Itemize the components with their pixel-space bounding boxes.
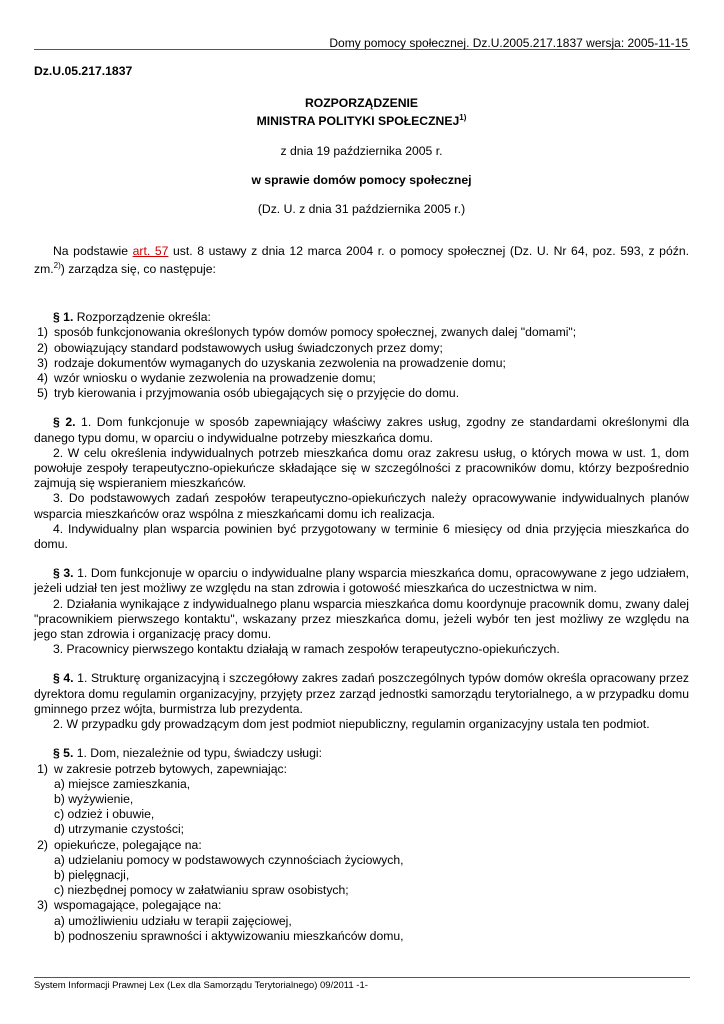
page-footer: System Informacji Prawnej Lex (Lex dla Samorządu Terytorialnego) 09/2011 -1- [34,980,368,991]
sub-item: c) odzież i obuwie, [54,807,155,822]
section-3-par-3: 3. Pracownicy pierwszego kontaktu działają w ramach zespołów terapeutyczno-opiekuńczych. [53,642,560,657]
act-subject: w sprawie domów pomocy społecznej [251,172,472,187]
list-item: 5) tryb kierowania i przyjmowania osób ubiegających się o przyjęcie do domu. [37,386,460,401]
act-date: z dnia 19 października 2005 r. [280,143,443,158]
legal-basis-link[interactable]: art. 57 [132,244,169,259]
footnote-ref-2[interactable]: 2) [53,261,61,271]
title-line-2 [34,114,689,129]
list-item: 1) sposób funkcjonowania określonych typów domów pomocy społecznej, zwanych dalej "domami"; [37,325,577,340]
list-item: 3) wspomagające, polegające na: [37,898,222,913]
section-2-par-3: 3. Do podstawowych zadań zespołów terapeutyczno-opiekuńczych należy opracowywanie indywidualnych planów wsparcia mieszkańców oraz wspólna z mieszkańcami domu ich realizacja. [34,491,689,521]
section-3-mark: § 3. [53,566,74,581]
sub-item: c) niezbędnej pomocy w załatwianiu spraw osobistych; [54,883,349,898]
section-4-mark: § 4. [53,671,74,686]
preamble [34,242,689,278]
sub-item: b) pielęgnacji, [54,867,130,882]
sub-item: b) wyżywienie, [54,791,134,806]
section-2-par-1: § 2. 1. Dom funkcjonuje w sposób zapewniający właściwy zakres usług, zgodny ze standardami określonymi dla danego typu domu, w oparciu o indywidualne potrzeby mieszkańca domu. [34,415,689,445]
section-2-mark: § 2. [53,415,76,430]
section-5 [34,746,689,944]
footnote-ref-1[interactable]: 1) [459,113,467,123]
section-2-par-4: 4. Indywidualny plan wsparcia powinien być przygotowany w terminie 6 miesięcy od dnia przyjęcia mieszkańca do domu. [34,521,689,552]
section-1-mark: § 1. [53,310,74,325]
section-3-par-2: 2. Działania wynikające z indywidualnego planu wsparcia mieszkańca domu koordynuje pracownik domu, zwany dalej "pracownikiem pierwszego kontaktu", wskazany przez mieszkańca domu, jeżeli wybór ten jest możliwy ze względu na jego stan zdrowia i organizację pracy domu. [34,596,689,642]
section-3-par-1: § 3. 1. Dom funkcjonuje w oparciu o indywidualne plany wsparcia mieszkańca domu, opracowywane z jego udziałem, jeżeli udział ten jest możliwy ze względu na stan zdrowia i gotowość mieszkańca do uczestnictwa w nim. [34,566,689,596]
section-5-mark: § 5. [53,746,74,761]
title-line-1: ROZPORZĄDZENIE [304,96,419,111]
section-2-par-2: 2. W celu określenia indywidualnych potrzeb mieszkańca domu oraz zakresu usług, o których mowa w ust. 1, dom powołuje zespoły terapeutyczno-opiekuńcze składające się w szczególności z pracowników domu, którzy bezpośrednio zajmują się wspieraniem mieszkańców. [34,445,689,491]
sub-item: a) udzielaniu pomocy w podstawowych czynnościach życiowych, [54,852,404,867]
sub-item: b) podnoszeniu sprawności i aktywizowaniu mieszkańców domu, [54,928,404,943]
list-item: 1) w zakresie potrzeb bytowych, zapewniając: [37,761,288,776]
sub-item: a) umożliwieniu udziału w terapii zajęciowej, [54,913,292,928]
list-item: 2) obowiązujący standard podstawowych usług świadczonych przez domy; [37,340,443,355]
section-4 [34,671,689,732]
preamble-end: ) zarządza się, co następuje: [60,262,216,277]
section-1 [34,310,689,401]
document-id: Dz.U.05.217.1837 [34,64,133,78]
sub-item: a) miejsce zamieszkania, [54,776,191,791]
list-item: 3) rodzaje dokumentów wymaganych do uzyskania zezwolenia na prowadzenie domu; [37,355,506,370]
footer-rule [34,977,690,978]
section-4-par-1: § 4. 1. Strukturę organizacyjną i szczegółowy zakres zadań poszczególnych typów domów określa opracowany przez dyrektora domu regulamin organizacyjny, przyjęty przez zarząd jednostki samorządu terytorialnego, a w przypadku domu gminnego przez wójta, burmistrza lub prezydenta. [34,671,689,716]
section-3 [34,566,689,657]
section-2 [34,415,689,552]
list-item: 2) opiekuńcze, polegające na: [37,837,202,852]
list-item: 4) wzór wniosku o wydanie zezwolenia na prowadzenie domu; [37,371,376,386]
preamble-after: ust. 8 ustawy z dnia 12 marca 2004 r. o pomocy społecznej (Dz. U. Nr 64, poz. 593, z późn. zm. [34,244,689,277]
publication-info: (Dz. U. z dnia 31 października 2005 r.) [257,202,466,217]
document-body [34,64,689,944]
section-4-par-2: 2. W przypadku gdy prowadzącym dom jest podmiot niepubliczny, regulamin organizacyjny ustala ten podmiot. [53,717,650,732]
running-header: Domy pomocy społecznej. Dz.U.2005.217.1837 wersja: 2005-11-15 [329,36,688,50]
header-rule [34,49,690,50]
section-1-intro-text: Rozporządzenie określa: [73,310,211,325]
section-1-intro [34,310,689,325]
section-5-intro: § 5. 1. Dom, niezależnie od typu, świadczy usługi: [53,746,322,761]
title-line-2-text: MINISTRA POLITYKI SPOŁECZNEJ [256,114,460,129]
sub-item: d) utrzymanie czystości; [54,822,185,837]
preamble-before: Na podstawie [53,244,133,259]
